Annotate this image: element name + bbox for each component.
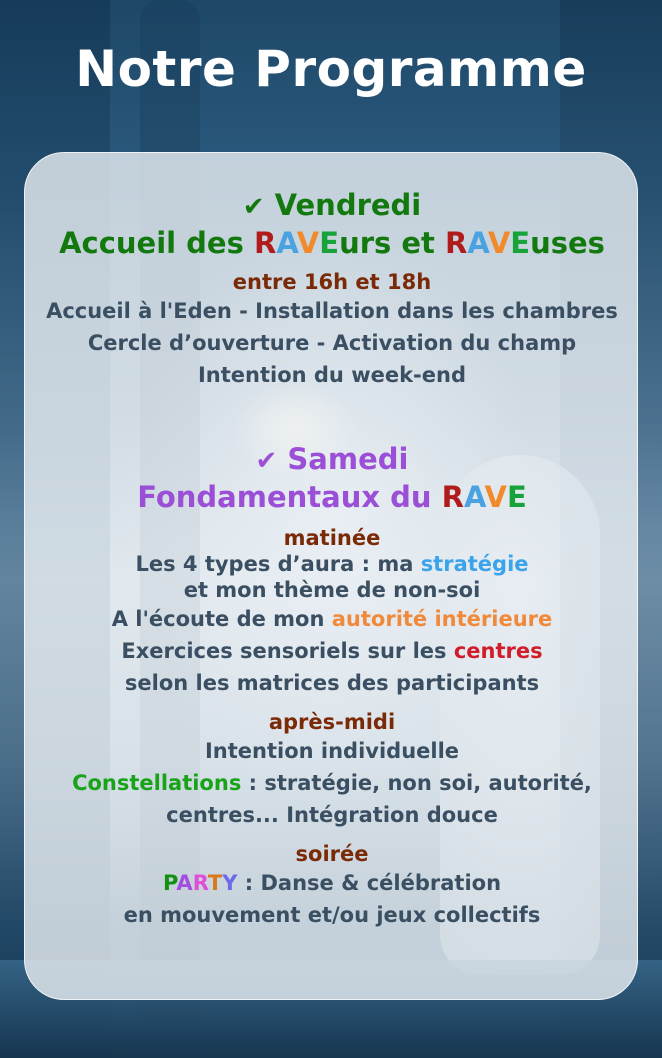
line-text: : Danse & célébration [237, 871, 502, 895]
friday-day-label: Vendredi [274, 188, 422, 222]
headline-text: Accueil des [59, 226, 254, 260]
line-text: A l'écoute de mon [111, 607, 332, 631]
rave-letter: R [445, 226, 468, 260]
friday-section [25, 187, 639, 391]
morning-line [25, 551, 639, 577]
saturday-section [25, 441, 639, 931]
friday-line: Intention du week-end [197, 363, 466, 387]
party-letter: A [176, 871, 193, 895]
program-card [24, 152, 638, 1000]
party-letter: Y [222, 871, 238, 895]
friday-headline [25, 225, 639, 261]
party-letter: P [162, 871, 177, 895]
party-letter: T [207, 871, 223, 895]
saturday-day-title [25, 441, 639, 479]
rave-letter: A [276, 226, 297, 260]
highlight-constellations: Constellations [72, 771, 242, 795]
rave-letter: V [484, 480, 507, 514]
highlight-autorite: autorité intérieure [331, 607, 553, 631]
checkmark-icon: ✔ [242, 192, 265, 222]
morning-label: matinée [283, 526, 381, 550]
morning-line [25, 603, 639, 635]
line-text: Exercices sensoriels sur les [121, 639, 454, 663]
page-title: Notre Programme [75, 40, 587, 98]
friday-line: Accueil à l'Eden - Installation dans les chambres [46, 299, 618, 323]
rave-letter: E [510, 226, 531, 260]
afternoon-label: après-midi [268, 710, 396, 734]
rave-letter: A [464, 480, 485, 514]
checkmark-icon: ✔ [255, 446, 278, 476]
highlight-strategie: stratégie [420, 552, 529, 576]
rave-letter: R [441, 480, 465, 514]
line-text: : stratégie, non soi, autorité, [241, 771, 592, 795]
evening-line: en mouvement et/ou jeux collectifs [123, 903, 541, 927]
morning-line: et mon thème de non-soi [183, 578, 481, 602]
rave-letter: A [467, 226, 488, 260]
headline-text: Fondamentaux du [137, 480, 442, 514]
friday-time: entre 16h et 18h [232, 270, 432, 294]
evening-line [25, 867, 639, 899]
evening-label: soirée [295, 842, 369, 866]
party-letter: R [192, 871, 208, 895]
friday-day-title [25, 187, 639, 225]
line-text: Les 4 types d’aura : ma [135, 552, 421, 576]
saturday-headline [25, 479, 639, 515]
afternoon-line: Intention individuelle [204, 739, 460, 763]
rave-letter: E [319, 226, 340, 260]
saturday-day-label: Samedi [287, 442, 409, 476]
highlight-centres: centres [453, 639, 543, 663]
friday-line: Cercle d’ouverture - Activation du champ [87, 331, 577, 355]
rave-letter: E [506, 480, 527, 514]
rave-letter: V [487, 226, 511, 260]
afternoon-line: centres... Intégration douce [166, 803, 498, 827]
morning-line: selon les matrices des participants [124, 671, 540, 695]
rave-letter: V [296, 226, 320, 260]
headline-text: uses [530, 226, 605, 260]
morning-line [25, 635, 639, 667]
headline-text: urs et [339, 226, 445, 260]
rave-letter: R [253, 226, 277, 260]
afternoon-line [25, 767, 639, 799]
